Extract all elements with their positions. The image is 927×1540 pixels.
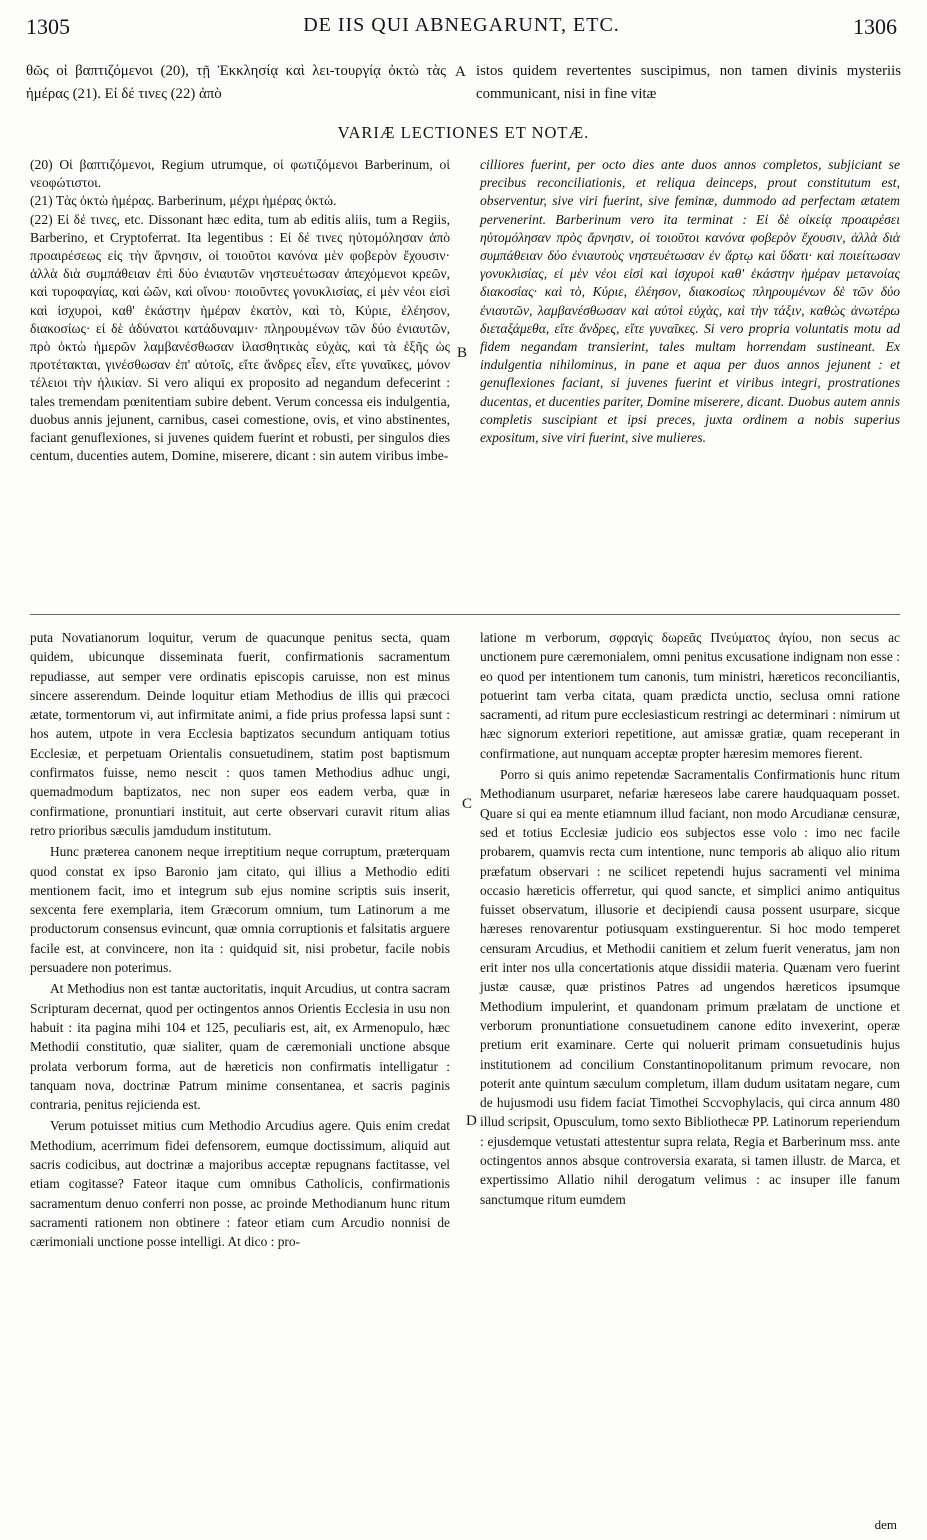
note-20: (20) Οἱ βαπτιζόμενοι, Regium utrumque, οἱ φωτιζόμενοι Barberinum, οἱ νεοφώτιστοι.: [30, 157, 450, 191]
notes-right-column: [480, 156, 900, 447]
notes-divider: [30, 614, 900, 615]
margin-letter-a: A: [455, 64, 466, 80]
section-title: VARIÆ LECTIONES ET NOTÆ.: [337, 123, 590, 142]
greek-text-top: θῶς οἱ βαπτιζόμενοι (20), τῇ Ἐκκλησίᾳ καὶ λει-τουργίᾳ ὀκτὼ τὰς ἡμέρας (21). Εἰ δέ τινες (22) ἀπὸ: [26, 63, 446, 102]
body-right-column: [480, 628, 900, 1209]
notes-left-column: [30, 156, 450, 465]
body-paragraph: Hunc præterea canonem neque irreptitium neque corruptum, præterquam quod constat ex ipso Baronio jam citato, qui illius a Methodio editi mentionem facit, imo et integrum sub ejus nomine scriptis suis inserit, sexcenta fere exemplaria, item Græcorum omnium, tum Latinorum a me productorum consensus evincunt, quæ omnia corruptionis et falsitatis arguere facile est, at convincere, non ita : quidquid sit, nisi probetur, facile nobis persuadere non poterimus.: [30, 844, 450, 976]
page-number-left: 1305: [26, 14, 70, 39]
body-left-column: [30, 628, 450, 1252]
running-title: DE IIS QUI ABNEGARUNT, ETC.: [303, 14, 620, 36]
page-number-right: 1306: [853, 14, 897, 39]
latin-text-top: istos quidem revertentes suscipimus, non tamen divinis mysteriis communicant, nisi in fine vitæ: [476, 63, 901, 102]
body-paragraph: Porro si quis animo repetendæ Sacramentalis Confirmationis hunc ritum Methodianum usurparet, nefariæ hæreseos labe carere haudquaquam posset. Quare si qui ea mente etiamnum illud faciant, non modo Arcudianæ censuræ, sed et totius Ecclesiæ judicio eos subjectos esse volo : imo nec facile probarem, quamvis recta cum intentione, nunc temporis ab aliquo alio ritum præfatum observari : ne scilicet repetendi hujus sacramenti vel minima occasio hæreticis offerretur, qui quod sancte, et simplici animo antiquitus fuisset observatum, illusorie et decipiendi causa possent usurpare, sicque hæreses renovarentur potiusquam exstinguerentur. Si hoc modo temperet censuram Arcudius, et Methodii canitiem et zelum fuerit veneratus, jam non erit inter nos ulla concertationis atque dissidii materia. Quænam vero fuerint justæ causæ, quæ pristinos Patres ad ungendos hæreticos ipsumque Methodium impulerint, et quandonam primum prælatam de unctione et verborum pronuntiatione consuetudinem canone edito invexerint, operæ pretium erit examinare. Certe qui noluerit primam consuetudinis hujus institutionem ad concilium Constantinopolitanum primum revocare, non poterit ante quintum sæculum completum, illam dudum usitatam negare, cum de hujusmodi usu fidem faciat Timothei Sccvophylacis, qui circa annum 480 illud scripsit, Opusculum, tomo sexto Bibliothecæ PP. Latinorum reperiendum : ejusdemque vetustati attestentur supra relata, Regia et Barberinum mss. ante octingentos annos absque controversia exarata, si tamen illustr. de Marca, et expertissimo Allatio nihil derogatum velimus : ac insuper ille fanum sanctumque ritum eumdem: [480, 767, 900, 1207]
body-paragraph: At Methodius non est tantæ auctoritatis, inquit Arcudius, ut contra sacram Scripturam decernat, quod per octingentos annos Orientis Ecclesia in usu non habuit : ita pagina mihi 104 et 125, peculiaris est, ait, ex Armenopulo, hæc Methodii constitutio, quæ sialiter, quam de cæremoniali unctione absque prolata verborum forma, aut de hæreticis non confirmatis intelligatur : tanquam nova, doctrinæ Patrum minime consentanea, et sacris paginis contraria, penitus rejicienda est.: [30, 981, 450, 1113]
note-22: (22) Εἰ δέ τινες, etc. Dissonant hæc edita, tum ab editis aliis, tum a Regiis, Barberino, et Cryptoferrat. Ita legentibus : Εἰ δέ τινες ηὐτομόλησαν ἀπὸ προαιρέσεως εἰς τὴν ἄρνησιν, οἱ τοιοῦτοι κανόνα μὲν φοβερὸν ἔχουσιν· ἀλλὰ διὰ συμπάθειαν ἐπὶ δύο ἐνιαυτῶν νηστευέτωσαν ἀπεχόμενοι κρεῶν, καὶ τυροφαγίας, καὶ ὠῶν, καὶ οἴνου· ποιοῦντες γονυκλισίας, εἰ μὲν νέοι εἰσὶ καὶ ἰσχυροὶ, καθ' ἑκάστην ἡμέραν ἑκατὸν, καὶ τὸ, Κύριε, ἐλέησον, διακοσίως· εἰ δὲ ἀδύνατοι κατάδυναμιν· πληρουμένων τῶν δύο ἐνιαυτῶν, πρὸ ὀκτὼ ἡμερῶν λαμβανέσθωσαν ἱλασθητικὰς εὐχὰς, καὶ τὰ ἑξῆς ὡς προτέτακται, γινέσθωσαν ἐπ' αὐτοῖς, εἴτε ἄνδρες εἶεν, εἴτε γυναῖκες, μόνον τέλειοι τὴν ἡλικίαν. Si vero aliqui ex proposito ad negandum defecerint : tales tremendam pœnitentiam subire debent. Verum concessa eis indulgentia, duobus annis jejunent, carnibus, casei comestione, ovis, et vino abstinentes, faciant genuflexiones, si juvenes quidem fuerint et robusti, per singulos dies centum, ducenties autem, Domine, miserere, dicant : sin autem viribus imbe-: [30, 211, 450, 464]
running-header: [26, 14, 897, 46]
body-paragraph: latione m verborum, σφραγὶς δωρεᾶς Πνεύματος ἁγίου, non secus ac unctionem pure cæremonialem, omni penitus excusatione indignam non esse : eo quod per intentionem tum canonis, tum ministri, hæreticos reconciliantis, potuerint tam verba citata, quam prædicta unctio, seclusa omni ratione sacramenti, ad ritum pure ecclesiasticum restringi ac determinari : nimirum ut hæc signorum exteriori repetitione, aut amissæ gratiæ, quam receperant in confirmatione, aut nunquam acceptæ propter hæresim memores fierent.: [480, 630, 900, 761]
body-paragraph: puta Novatianorum loquitur, verum de quacunque penitus secta, quam quidem, ubicunque disseminata fuerit, confirmationis sacramentum repudiasse, aut semper vere ordinatis episcopis caruisse, non est minus sincere asserendum. Deinde loquitur etiam Methodius de illis qui præcoci ætate, tormentorum vi, aut infirmitate animi, a fide prius professa lapsi sunt : hos autem, utpote in vera Ecclesia baptizatos secundum antiquam totius Ecclesiæ, et perpetuam Orientalis consuetudinem, statim post baptismum confirmatos fuisse, nemo nescit : quos tamen Methodius adhuc ungi, quemadmodum baptizatos, nec non super eos eadem verba, quæ in confirmatione, pronuntiari instituit, aut certe observari curavit ritum alias retro prioribus sæculis jamdudum institutum.: [30, 630, 450, 838]
note-22-continued: cilliores fuerint, per octo dies ante duos annos completos, subjiciant se precibus reconciliationis, et reliqua deinceps, prout constitutum est, observentur, sive viri fuerint, sive feminæ, dummodo ad perfectam ætatem pervenerint. Barberinum vero ita terminat : Εἰ δὲ οἰκείᾳ προαιρέσει ηὐτομόλησαν πρὸς ἄρνησιν, οἱ τοιοῦτοι κανόνα φοβερὸν ἔχουσιν, ἀλλὰ διὰ συμπάθειαν δύο ἐνιαυτοὺς νηστευέτωσαν ἐν ἄρτῳ καὶ ὕδατι· καὶ ποιείτωσαν γονυκλισίας, εἰ μὲν νέοι εἰσὶ καὶ ἰσχυροὶ καθ' ἑκάστην ἡμέραν μετανοίας διακοσίας· καὶ τὸ, Κύριε, ἐλέησον, διακοσίως πληρουμένων δὲ τῶν δύο ἐνιαυτῶν, λαμβανέσθωσαν καὶ αὐτοὶ εὐχὰς, καὶ τὴν τάξιν, καθὼς ἀνωτέρω διεταξάμεθα, εἴτε ἄνδρες, εἴτε γυναῖκες. Si vero propria voluntatis motu ad fidem negandam transierint, tales multam horrendam sustineant. Ex indulgentia nihilominus, in pane et aqua per duos annos jejunent : et genuflexiones faciant, si juvenes fuerint et viribus integri, prostrationes ducentas, et ducenties pariter, Domine miserere, dicant. Duobus autem annis completis suscipiant et ipsi preces, juxta ordinem a nobis superius expositum, sive viri fuerint, sive mulieres.: [480, 157, 900, 446]
note-21: (21) Τὰς ὀκτὼ ἡμέρας. Barberinum, μέχρι ἡμέρας ὀκτώ.: [30, 193, 337, 209]
margin-letter-d: D: [466, 1113, 477, 1129]
catchword: dem: [874, 1517, 897, 1532]
margin-letter-b: B: [457, 345, 468, 361]
body-paragraph: Verum potuisset mitius cum Methodio Arcudius agere. Quis enim credat Methodium, acerrimum fidei defensorem, eumque doctissimum, aliquid aut sacris codicibus, aut doctrinæ a majoribus acceptæ repugnans factitasse, vel etiam cogitasse? Fateor itaque cum omnibus Catholicis, confirmationis sacramentum denuo conferri non posse, ac proinde Methodianum hunc ritum sacramenti rationem non obtinere : fateor etiam cum Arcudio nonnisi de cærimoniali unctione posse intelligi. At dico : pro-: [30, 1118, 450, 1250]
margin-letter-c: C: [462, 796, 473, 812]
